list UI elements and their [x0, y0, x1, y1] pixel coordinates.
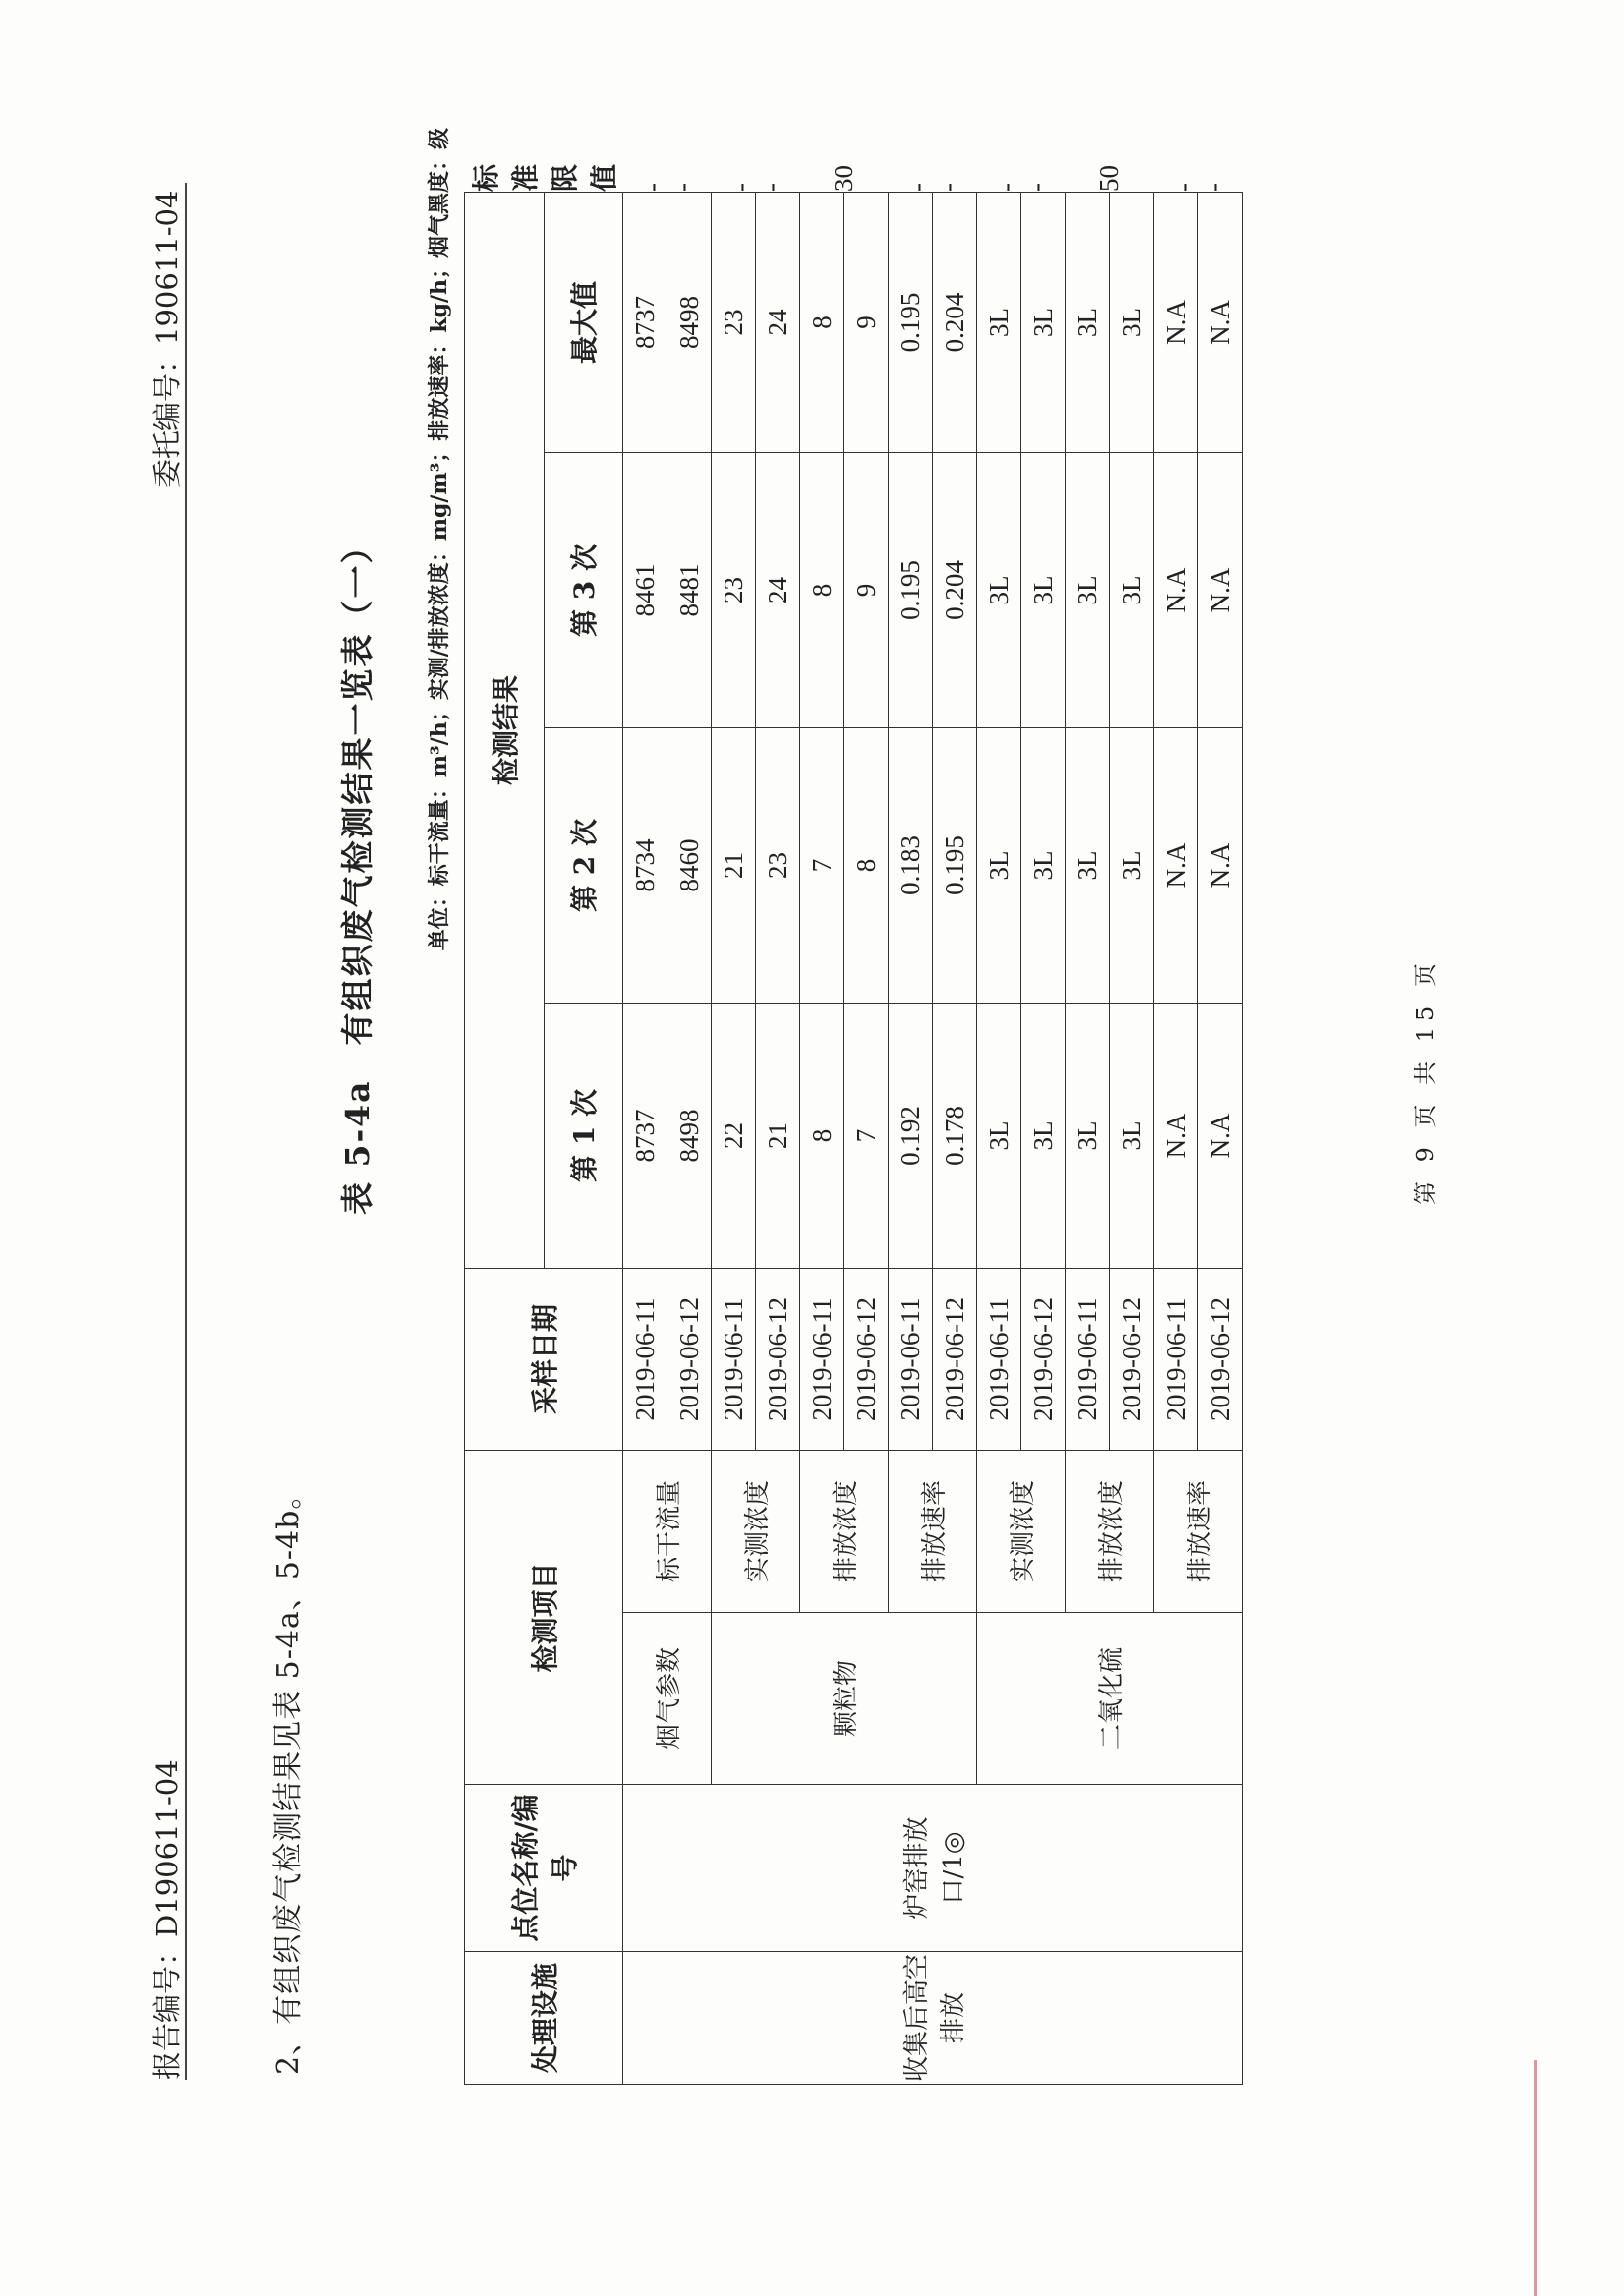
item-cell: 颗粒物	[712, 1613, 977, 1785]
date-cell: 2019-06-12	[1198, 1268, 1243, 1450]
value-cell: 3L	[1110, 727, 1154, 1003]
sub-item-cell: 实测浓度	[712, 1450, 800, 1612]
value-cell: N.A	[1154, 727, 1198, 1003]
max-cell: 8	[800, 192, 844, 452]
sub-item-cell: 排放浓度	[800, 1450, 889, 1612]
header-date: 采样日期	[465, 1268, 623, 1450]
date-cell: 2019-06-12	[1110, 1268, 1154, 1450]
date-cell: 2019-06-12	[933, 1268, 977, 1450]
sub-item-cell: 排放速率	[1154, 1450, 1243, 1612]
value-cell: 21	[712, 727, 756, 1003]
value-cell: 0.183	[889, 727, 933, 1003]
max-cell: 23	[712, 192, 756, 452]
date-cell: 2019-06-11	[889, 1268, 933, 1450]
max-cell: 3L	[1021, 192, 1066, 452]
value-cell: 21	[756, 1003, 800, 1268]
value-cell: 3L	[1066, 452, 1110, 727]
value-cell: 8	[844, 727, 889, 1003]
value-cell: 9	[844, 452, 889, 727]
header-second: 第 2 次	[544, 727, 623, 1003]
header-max: 最大值	[544, 192, 623, 452]
results-body	[623, 164, 1243, 2084]
value-cell: 8461	[623, 452, 667, 727]
value-cell: 7	[844, 1003, 889, 1268]
value-cell: N.A	[1154, 1003, 1198, 1268]
value-cell: 3L	[1021, 727, 1066, 1003]
value-cell: N.A	[1198, 727, 1243, 1003]
max-cell: 3L	[977, 192, 1021, 452]
table-row: 排放浓度 2019-06-11 8 7 8 8 30	[800, 192, 844, 2084]
max-cell: 0.195	[889, 192, 933, 452]
value-cell: 8	[800, 1003, 844, 1268]
value-cell: 8481	[667, 452, 712, 727]
max-cell: 0.204	[933, 192, 977, 452]
point-cell: 炉窑排放口/1◎	[623, 1785, 1243, 1952]
value-cell: 24	[756, 452, 800, 727]
date-cell: 2019-06-11	[712, 1268, 756, 1450]
value-cell: 7	[800, 727, 844, 1003]
sub-item-cell: 标干流量	[623, 1450, 712, 1612]
max-cell: N.A	[1198, 192, 1243, 452]
header-rule	[185, 183, 187, 2080]
max-cell: 8737	[623, 192, 667, 452]
report-number: 报告编号：D190611-04	[150, 1759, 184, 2080]
value-cell: 3L	[1066, 727, 1110, 1003]
units-note: 单位：标干流量：m³/h；实测/排放浓度：mg/m³；排放速率：kg/h；烟气黑度：级	[427, 128, 452, 951]
header-first: 第 1 次	[544, 1003, 623, 1268]
table-row: 排放速率 2019-06-11 N.A N.A N.A N.A --	[1154, 192, 1198, 2084]
date-cell: 2019-06-12	[1021, 1268, 1066, 1450]
table-row: 排放浓度 2019-06-11 3L 3L 3L 3L 50	[1066, 192, 1110, 2084]
max-cell: 24	[756, 192, 800, 452]
red-stamp-mark	[1534, 2060, 1577, 2296]
value-cell: 3L	[1021, 1003, 1066, 1268]
date-cell: 2019-06-11	[1154, 1268, 1198, 1450]
value-cell: N.A	[1198, 452, 1243, 727]
value-cell: 8498	[667, 1003, 712, 1268]
commission-number: 委托编号：190611-04	[150, 190, 184, 488]
date-cell: 2019-06-11	[800, 1268, 844, 1450]
date-cell: 2019-06-12	[756, 1268, 800, 1450]
table-title: 表 5-4a 有组织废气检测结果一览表（一）	[338, 529, 377, 1215]
sub-item-cell: 实测浓度	[977, 1450, 1066, 1612]
value-cell: 8	[800, 452, 844, 727]
sub-item-cell: 排放浓度	[1066, 1450, 1154, 1612]
value-cell: 8460	[667, 727, 712, 1003]
value-cell: 3L	[977, 1003, 1021, 1268]
value-cell: N.A	[1154, 452, 1198, 727]
value-cell: 0.204	[933, 452, 977, 727]
value-cell: N.A	[1198, 1003, 1243, 1268]
value-cell: 0.192	[889, 1003, 933, 1268]
value-cell: 0.178	[933, 1003, 977, 1268]
header-facility: 处理设施	[465, 1952, 623, 2085]
max-cell: 3L	[1066, 192, 1110, 452]
header-third: 第 3 次	[544, 452, 623, 727]
value-cell: 8737	[623, 1003, 667, 1268]
header-point: 点位名称/编号	[465, 1785, 623, 1952]
results-table: 处理设施 点位名称/编号 检测项目 采样日期 检测结果 标准限值 第 1 次 第 2 次 第 3 次 最大值 收集后高空排放 炉窑排放口/1◎ 烟气参数 标干流量 2019-06-11 8737 8734 8461 8737 -- 2019-06-12 8498 8460 8481 8498 颗粒物 实测浓度 2019-06-11 22 21 23 23 -- 2019-06-12 21 23 24 24 排放浓度 2019-06-11 8 7 8 8 30 2019-06-12 7 8 9 9 排放速率 2019-06-11 0.192 0.183 0.195 0.195 -- 2019-06-12 0.178 0.195 0.204 0.204 二氧化硫 实测浓度 2019-06-11 3L 3L 3L 3L -- 2019-06-12 3L 3L 3L 3L 排放浓度 2019-06-11 3L 3L 3L 3L 50 2019-06-12 3L 3L 3L 3L 排放速率 2019-06-11 N.A N.A N.A N.A -- 2019-06-12 N.A N.A N.A N.A	[464, 192, 1243, 2085]
value-cell: 3L	[1110, 452, 1154, 727]
value-cell: 0.195	[933, 727, 977, 1003]
facility-cell: 收集后高空排放	[623, 1952, 1243, 2085]
value-cell: 0.195	[889, 452, 933, 727]
header-item: 检测项目	[465, 1450, 623, 1784]
value-cell: 23	[712, 452, 756, 727]
value-cell: 3L	[1021, 452, 1066, 727]
table-row: 二氧化硫 实测浓度 2019-06-11 3L 3L 3L 3L --	[977, 192, 1021, 2084]
value-cell: 3L	[1110, 1003, 1154, 1268]
value-cell: 3L	[977, 452, 1021, 727]
max-cell: N.A	[1154, 192, 1198, 452]
intro-text: 2、有组织废气检测结果见表 5-4a、5-4b。	[271, 1478, 306, 2075]
date-cell: 2019-06-12	[667, 1268, 712, 1450]
item-cell: 二氧化硫	[977, 1613, 1243, 1785]
date-cell: 2019-06-11	[623, 1268, 667, 1450]
max-cell: 3L	[1110, 192, 1154, 452]
header-results: 检测结果	[465, 192, 545, 1268]
value-cell: 3L	[1066, 1003, 1110, 1268]
date-cell: 2019-06-12	[844, 1268, 889, 1450]
item-cell: 烟气参数	[623, 1613, 712, 1785]
date-cell: 2019-06-11	[1066, 1268, 1110, 1450]
value-cell: 8734	[623, 727, 667, 1003]
table-row: 颗粒物 实测浓度 2019-06-11 22 21 23 23 --	[712, 192, 756, 2084]
sub-item-cell: 排放速率	[889, 1450, 977, 1612]
table-row: 排放速率 2019-06-11 0.192 0.183 0.195 0.195 --	[889, 192, 933, 2084]
value-cell: 3L	[977, 727, 1021, 1003]
value-cell: 22	[712, 1003, 756, 1268]
max-cell: 8498	[667, 192, 712, 452]
value-cell: 23	[756, 727, 800, 1003]
page-footer: 第 9 页 共 15 页	[1412, 957, 1439, 1205]
date-cell: 2019-06-11	[977, 1268, 1021, 1450]
max-cell: 9	[844, 192, 889, 452]
table-row: 收集后高空排放 炉窑排放口/1◎ 烟气参数 标干流量 2019-06-11 8737 8734 8461 8737 --	[623, 192, 667, 2084]
